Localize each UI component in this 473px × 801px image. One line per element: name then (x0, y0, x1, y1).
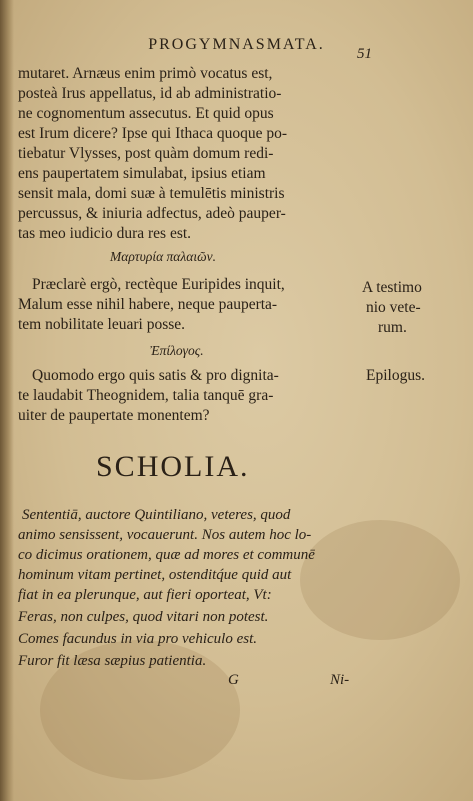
page-number: 51 (357, 46, 372, 62)
paper-stain (300, 520, 460, 640)
body-line: tiebatur Vlysses, post quàm domum redi- (18, 145, 274, 162)
signature-mark: G (228, 672, 239, 688)
scholia-line: Sententiā, auctore Quintiliano, veteres, quod (22, 507, 291, 523)
body-line: mutaret. Arnæus enim primò vocatus est, (18, 65, 273, 82)
body-line: est Irum dicere? Ipse qui Ithaca quoque po- (18, 125, 287, 142)
section-title: SCHOLIA. (96, 450, 250, 483)
scholia-line: Furor fit læsa sæpius patientia. (18, 653, 207, 669)
scholia-line: Comes facundus in via pro vehiculo est. (18, 631, 257, 647)
greek-heading-epilogue: Ἐπίλογος. (150, 343, 204, 358)
margin-note-epilogue: Epilogus. (366, 367, 425, 384)
testimony-line: tem nobilitate leuari posse. (18, 316, 186, 333)
scholia-line: animo sensissent, vocauerunt. Nos autem hoc lo- (18, 527, 312, 543)
scholia-line: co dicimus orationem, quæ ad mores et communē (18, 547, 315, 563)
scholia-line: fiat in ea plerunque, aut fieri oporteat, Vt: (18, 587, 272, 603)
epilogue-line: uiter de paupertate monentem? (18, 407, 210, 424)
body-line: posteà Irus appellatus, id ab administratio- (18, 85, 282, 102)
scholia-line: hominum vitam pertinet, ostenditq́ue quid aut (18, 567, 292, 583)
running-head: PROGYMNASMATA. (148, 36, 325, 53)
greek-heading-testimony: Μαρτυρία παλαιῶν. (110, 249, 216, 264)
epilogue-line: te laudabit Theognidem, talia tanquē gra- (18, 387, 274, 404)
body-line: ne cognomentum assecutus. Et quid opus (18, 105, 274, 122)
catchword: Ni- (330, 672, 350, 688)
body-line: percussus, & iniuria adfectus, adeò pauper- (18, 205, 286, 222)
margin-note-testimony: rum. (378, 319, 407, 336)
body-line: tas meo iudicio dura res est. (18, 225, 192, 242)
margin-note-testimony: A testimo (362, 279, 422, 296)
testimony-line: Præclarè ergò, rectèque Euripides inquit, (32, 276, 285, 293)
epilogue-line: Quomodo ergo quis satis & pro dignita- (32, 367, 279, 384)
scholia-line: Feras, non culpes, quod vitari non potest. (18, 609, 269, 625)
margin-note-testimony: nio vete- (366, 299, 421, 316)
testimony-line: Malum esse nihil habere, neque pauperta- (18, 296, 278, 313)
body-line: ens paupertatem simulabat, ipsius etiam (18, 165, 266, 182)
body-line: sensit mala, domi suæ à temulētis ministris (18, 185, 285, 202)
page-gutter (0, 0, 14, 801)
